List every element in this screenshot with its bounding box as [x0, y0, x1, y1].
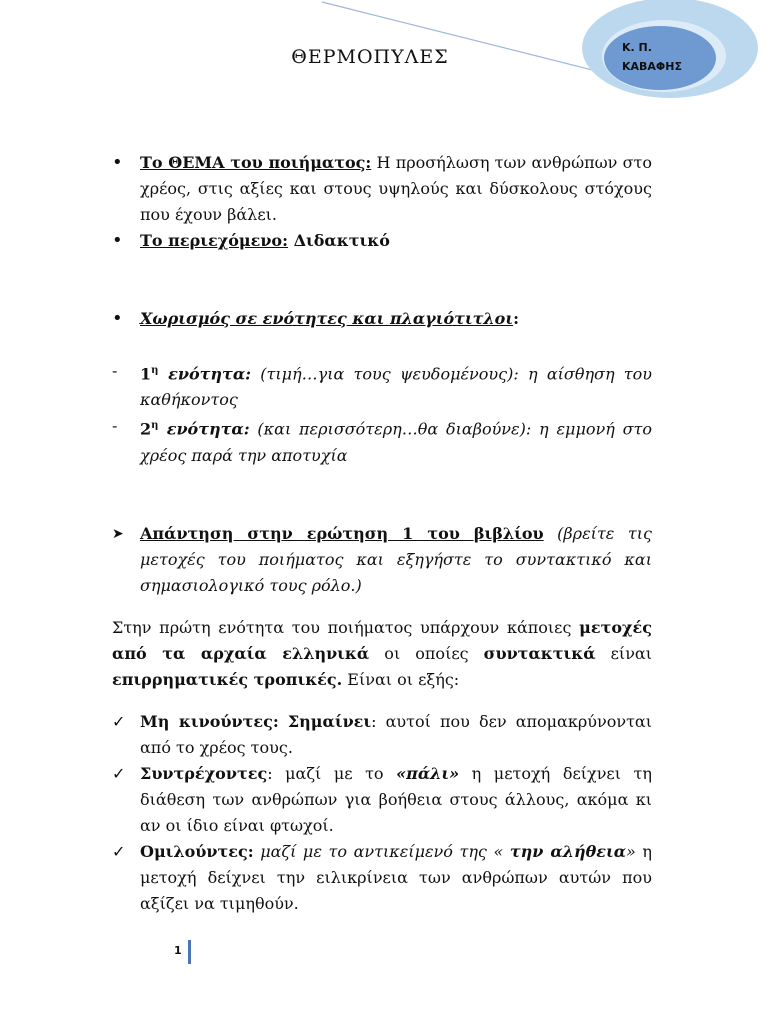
content-type-label: Το περιεχόμενο: [140, 231, 289, 250]
checkmark-icon: ✓ [112, 711, 126, 731]
bullet-icon: • [112, 152, 123, 173]
participle-keyword: Σημαίνει [287, 711, 372, 731]
bullet-content-type [112, 228, 652, 254]
participle-keyword: «πάλι» [396, 763, 460, 783]
participle-term: Συντρέχοντες [140, 763, 268, 783]
participle-text: μαζί με το αντικείμενό της « [253, 841, 510, 861]
author-surname: ΚΑΒΑΦΗΣ [622, 60, 683, 73]
arrow-bullet-icon: ➤ [112, 525, 124, 542]
unit-item [112, 413, 652, 468]
unit-description: η εμμονή στο χρέος παρά την αποτυχία [140, 419, 653, 465]
dash-icon: - [112, 417, 118, 436]
page-title: ΘΕΡΜΟΠΥΛΕΣ [291, 46, 449, 68]
theme-text: Η προσήλωση των ανθρώπων στο χρέος, στις αξίες και στους υψηλούς και δύσκολους στόχους που έχουν βάλει. [140, 153, 653, 224]
dash-icon: - [112, 362, 118, 380]
unit-number-suffix: η [151, 420, 159, 432]
unit-number: 2 [140, 419, 152, 439]
content-type-value: Διδακτικό [288, 231, 390, 250]
page-number-bar [188, 940, 191, 964]
unit-range: (τιμή…για τους ψευδομένους): [251, 364, 519, 384]
answer-text: Στην πρώτη ενότητα του ποιήματος υπάρχουν κάποιες [112, 617, 580, 637]
participle-term: Ομιλούντες: [140, 841, 254, 861]
question-text: (βρείτε τις μετοχές του ποιήματος και εξηγήστε το συντακτικό και σημασιολογικό τους ρόλο.) [140, 523, 653, 595]
answer-text: οι οποίες [369, 643, 484, 663]
theme-label: Το ΘΕΜΑ του ποιήματος: [140, 153, 372, 172]
checkmark-icon: ✓ [112, 763, 126, 783]
unit-range: (και περισσότερη…θα διαβούνε): [249, 419, 532, 439]
participle-text: : αυτοί που δεν απομακρύνονται από το χρέος τους. [140, 711, 652, 757]
participle-keyword: την αλήθεια [509, 841, 627, 861]
participle-term: Μη κινούντες: [140, 711, 279, 731]
answer-emphasis: συντακτικά [483, 643, 596, 663]
participle-text: : μαζί με το [267, 763, 397, 783]
checkmark-icon: ✓ [112, 841, 126, 861]
unit-number: 1 [140, 364, 152, 384]
bullet-icon: • [112, 308, 123, 329]
participle-item [112, 709, 652, 761]
sections-heading-label: Χωρισμός σε ενότητες και πλαγιότιτλοι [140, 309, 514, 328]
unit-label: ενότητα: [158, 364, 252, 384]
document-body [112, 150, 652, 917]
answer-emphasis: μετοχές από τα αρχαία ελληνικά [112, 617, 652, 663]
author-initials: Κ. Π. [622, 41, 652, 54]
answer-text: Είναι οι εξής: [342, 669, 460, 689]
participle-item [112, 839, 652, 917]
question-label: Απάντηση στην ερώτηση 1 του βιβλίου [140, 523, 544, 543]
unit-description: η αίσθηση του καθήκοντος [140, 364, 653, 410]
participle-text [279, 712, 288, 731]
unit-label: ενότητα: [158, 419, 250, 439]
answer-paragraph [112, 615, 652, 693]
bullet-sections-heading [112, 306, 652, 332]
question-item [112, 521, 652, 599]
participle-text: » [626, 841, 636, 861]
answer-text: είναι [595, 643, 653, 663]
participle-text: η μετοχή δείχνει την ειλικρίνεια των ανθρώπων αυτών που αξίζει να τιμηθούν. [140, 841, 653, 913]
answer-emphasis: επιρρηματικές τροπικές. [112, 669, 343, 689]
bullet-theme [112, 150, 652, 228]
bullet-icon: • [112, 230, 123, 251]
participle-item [112, 761, 652, 839]
unit-number-suffix: η [151, 365, 159, 376]
sections-heading-colon: : [513, 309, 519, 328]
page-number: 1 [174, 944, 182, 957]
participle-text: η μετοχή δείχνει τη διάθεση των ανθρώπων για βοήθεια στους άλλους, ακόμα κι αν οι ίδιο είναι φτωχοί. [140, 763, 652, 835]
unit-item [112, 358, 652, 413]
